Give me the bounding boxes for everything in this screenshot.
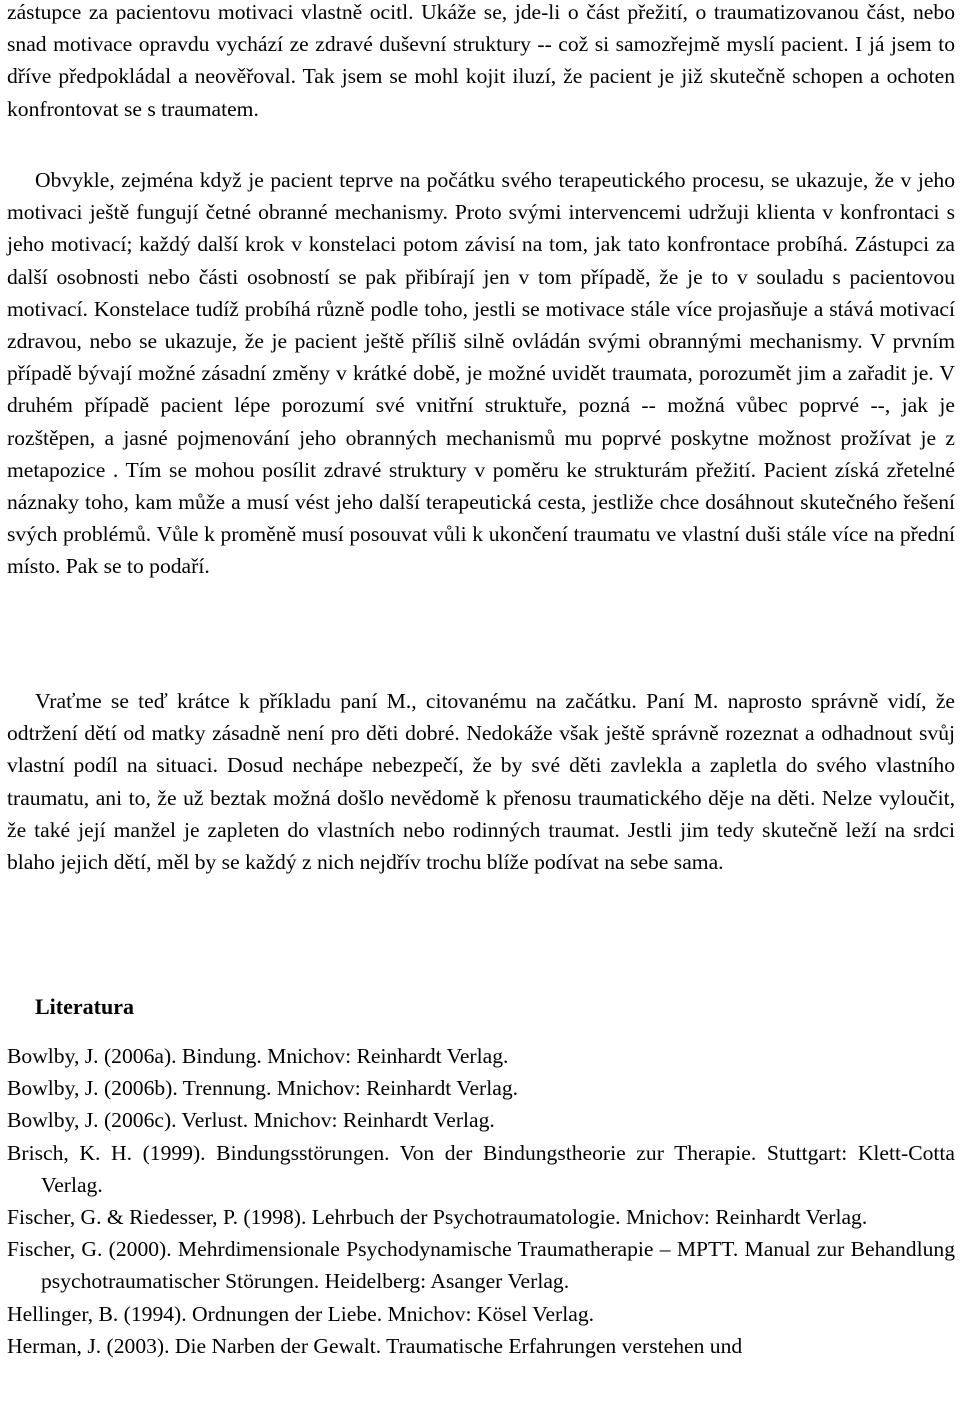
paragraph-example-mrs-m: Vraťme se teď krátce k příkladu paní M., citovanému na začátku. Paní M. naprosto správně vidí, že odtržení dětí od matky zásadně není pro děti dobré. Nedokáže však ještě správně rozeznat a odhadnout svůj vlastní podíl na situaci. Dosud nechápe nebezpečí, že by své děti zavlekla a zapletla do svého vlastního traumatu, ani to, že už beztak možná došlo nevědomě k přenosu traumatického děje na děti. Nelze vyloučit, že také její manžel je zapleten do vlastních nebo rodinných traumat. Jestli jim tedy skutečně leží na srdci blaho jejich dětí, měl by se každý z nich nejdřív trochu blíže podívat na sebe sama. [7, 689, 955, 875]
paragraph-continuation: zástupce za pacientovu motivaci vlastně ocitl. Ukáže se, jde-li o část přežití, o traumatizovanou část, nebo snad motivace opravdu vychází ze zdravé duševní struktury -- což si samozřejmě myslí pacient. I já jsem to dříve předpokládal a neověřoval. Tak jsem se mohl kojit iluzí, že pacient je již skutečně schopen a ochoten konfrontovat se s traumatem. [7, 0, 955, 121]
reference-item: Bowlby, J. (2006b). Trennung. Mnichov: Reinhardt Verlag. [7, 1076, 519, 1101]
reference-item: Bowlby, J. (2006a). Bindung. Mnichov: Reinhardt Verlag. [7, 1044, 509, 1068]
reference-item: Hellinger, B. (1994). Ordnungen der Liebe. Mnichov: Kösel Verlag. [7, 1301, 595, 1326]
reference-list [7, 1040, 955, 1362]
reference-item: Brisch, K. H. (1999). Bindungsstörungen. Von der Bindungstheorie zur Therapie. Stuttgart: Klett-Cotta Verlag. [7, 1140, 955, 1197]
reference-item: Bowlby, J. (2006c). Verlust. Mnichov: Reinhardt Verlag. [7, 1108, 495, 1133]
literature-heading: Literatura [35, 994, 134, 1019]
reference-item: Fischer, G. & Riedesser, P. (1998). Lehrbuch der Psychotraumatologie. Mnichov: Reinhardt Verlag. [7, 1205, 868, 1230]
reference-item: Fischer, G. (2000). Mehrdimensionale Psychodynamische Traumatherapie – MPTT. Manual zur Behandlung psychotraumatischer Störungen. Heidelberg: Asanger Verlag. [7, 1237, 955, 1294]
reference-item: Herman, J. (2003). Die Narben der Gewalt. Traumatische Erfahrungen verstehen und [7, 1333, 743, 1358]
paragraph-motivation-defenses: Obvykle, zejména když je pacient teprve na počátku svého terapeutického procesu, se ukazuje, že v jeho motivaci ještě fungují četné obranné mechanismy. Proto svými intervencemi udržuji klienta v konfrontaci s jeho motivací; každý další krok v konstelaci potom závisí na tom, jak tato konfrontace probíhá. Zástupci za další osobnosti nebo části osobností se pak přibírají jen v tom případě, že je to v souladu s pacientovou motivací. Konstelace tudíž probíhá různě podle toho, jestli se motivace stále více projasňuje a stává motivací zdravou, nebo se ukazuje, že je pacient ještě příliš silně ovládán svými obrannými mechanismy. V prvním případě bývají možné zásadní změny v krátké době, je možné uvidět traumata, porozumět jim a zařadit je. V druhém případě pacient lépe porozumí své vnitřní struktuře, pozná -- možná vůbec poprvé --, jak je rozštěpen, a jasné pojmenování jeho obranných mechanismů mu poprvé poskytne možnost prožívat je z metapozice . Tím se mohou posílit zdravé struktury v poměru ke strukturám přežití. Pacient získá zřetelné náznaky toho, kam může a musí vést jeho další terapeutická cesta, jestliže chce dosáhnout skutečného řešení svých problémů. Vůle k proměně musí posouvat vůli k ukončení traumatu ve vlastní duši stále více na přední místo. Pak se to podaří. [7, 168, 955, 579]
